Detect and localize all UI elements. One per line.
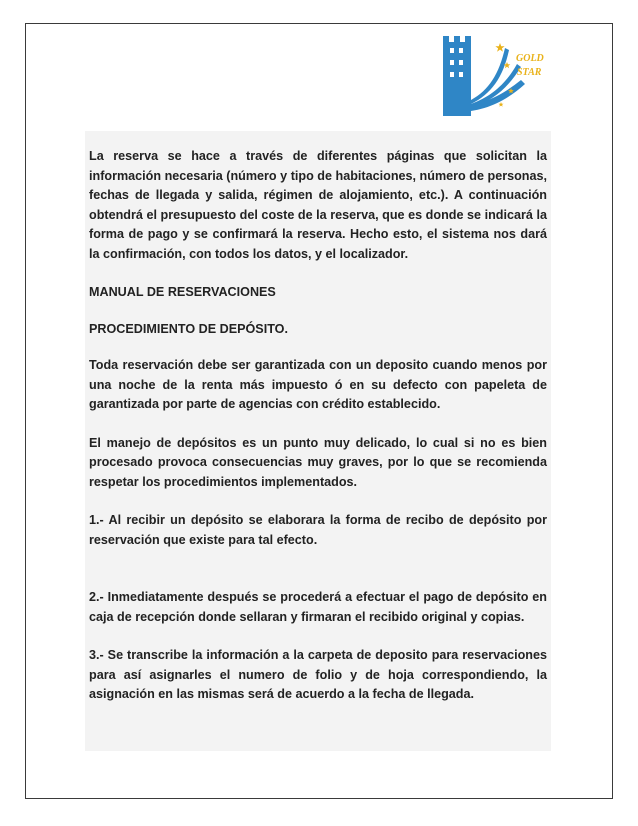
manual-heading: MANUAL DE RESERVACIONES bbox=[89, 285, 276, 299]
logo-text-star: STAR bbox=[517, 67, 542, 78]
intro-paragraph: La reserva se hace a través de diferentes páginas que solicitan la información necesaria (número y tipo de habitaciones, número de personas, fechas de llegada y salida, régimen de alojamiento, etc.). A continuación obtendrá el presupuesto del coste de la reserva, que es donde se indicará la forma de pago y se confirmará la reserva. Hecho esto, el sistema nos dará la confirmación, con todos los datos, y el localizador. bbox=[89, 149, 547, 261]
guarantee-paragraph: Toda reservación debe ser garantizada con un deposito cuando menos por una noche de la renta más impuesto ó en su defecto con papeleta de garantizada por parte de agencias con crédito establecido. bbox=[89, 358, 547, 411]
step-3-paragraph: 3.- Se transcribe la información a la carpeta de deposito para reservaciones para así asignarles el numero de folio y de hoja correspondiendo, la asignación en las mismas será de acuerdo a la fecha de llegada. bbox=[89, 648, 547, 701]
gold-star-logo bbox=[437, 34, 557, 118]
document-body bbox=[85, 131, 551, 751]
procedure-heading: PROCEDIMIENTO DE DEPÓSITO. bbox=[89, 321, 288, 336]
castle-icon bbox=[443, 36, 525, 116]
step-1-paragraph: 1.- Al recibir un depósito se elaborara la forma de recibo de depósito por reservación que existe para tal efecto. bbox=[89, 513, 547, 547]
step-2-paragraph: 2.- Inmediatamente después se procederá a efectuar el pago de depósito en caja de recepción donde sellaran y firmaran el recibido original y copias. bbox=[89, 590, 547, 624]
logo-text-gold: GOLD bbox=[516, 53, 544, 64]
deposit-handling-paragraph: El manejo de depósitos es un punto muy delicado, lo cual si no es bien procesado provoca consecuencias muy graves, por lo que se recomienda respetar los procedimientos implementados. bbox=[89, 435, 547, 489]
